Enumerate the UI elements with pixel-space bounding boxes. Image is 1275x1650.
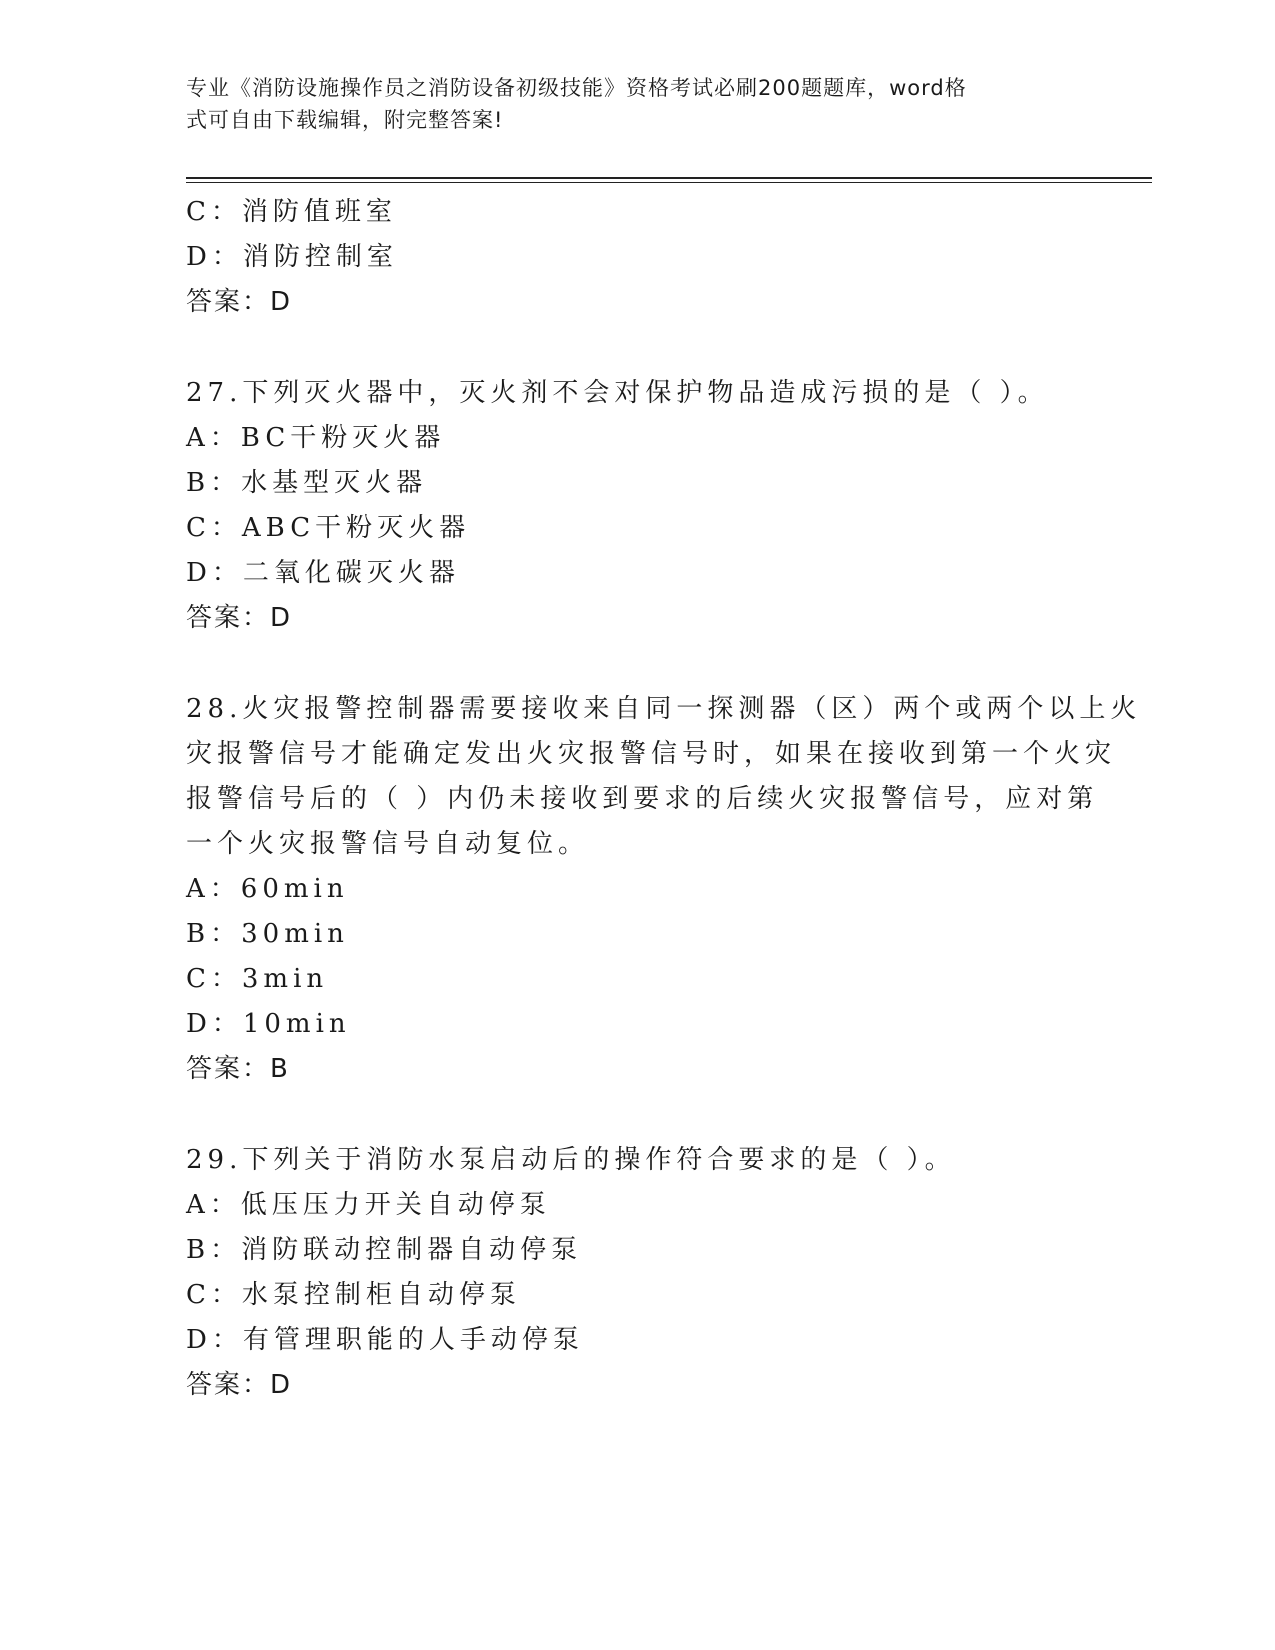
- question-27: [186, 371, 1086, 641]
- option-a: A：BC干粉灭火器: [186, 423, 446, 453]
- question-stem: 27.下列灭火器中，灭火剂不会对保护物品造成污损的是（ ）。: [186, 378, 1049, 408]
- option-b: B：水基型灭火器: [186, 468, 428, 498]
- answer: 答案：D: [186, 287, 293, 317]
- option-c: C：水泵控制柜自动停泵: [186, 1280, 521, 1310]
- question-stem-line-2: 灾报警信号才能确定发出火灾报警信号时，如果在接收到第一个火灾: [186, 739, 1117, 769]
- option-a: A：60min: [186, 874, 349, 904]
- question-content: [186, 190, 1142, 1408]
- option-b: B：30min: [186, 919, 349, 949]
- header-line-2: 式可自由下载编辑，附完整答案!: [186, 108, 504, 132]
- option-d: D：消防控制室: [186, 242, 398, 272]
- question-29: [186, 1138, 1086, 1408]
- question-stem-line-4: 一个火灾报警信号自动复位。: [186, 829, 590, 859]
- answer: 答案：D: [186, 1370, 293, 1400]
- header-divider-thick: [186, 177, 1152, 179]
- question-28: [186, 687, 1142, 1092]
- option-d: D：有管理职能的人手动停泵: [186, 1325, 584, 1355]
- option-d: D：10min: [186, 1009, 351, 1039]
- page-header: [186, 72, 1066, 136]
- option-c: C：消防值班室: [186, 197, 397, 227]
- option-b: B：消防联动控制器自动停泵: [186, 1235, 583, 1265]
- question-stem: 29.下列关于消防水泵启动后的操作符合要求的是（ ）。: [186, 1145, 956, 1175]
- option-c: C：ABC干粉灭火器: [186, 513, 471, 543]
- question-stem-line-1: 28.火灾报警控制器需要接收来自同一探测器（区）两个或两个以上火: [186, 694, 1142, 724]
- option-c: C：3min: [186, 964, 329, 994]
- answer: 答案：B: [186, 1054, 290, 1084]
- question-26: [186, 190, 1086, 325]
- header-divider-thin: [186, 182, 1152, 183]
- header-line-1: 专业《消防设施操作员之消防设备初级技能》资格考试必刷200题题库，word格: [186, 76, 967, 100]
- option-d: D：二氧化碳灭火器: [186, 558, 460, 588]
- answer: 答案：D: [186, 603, 293, 633]
- question-stem-line-3: 报警信号后的（ ）内仍未接收到要求的后续火灾报警信号，应对第: [186, 784, 1099, 814]
- option-a: A：低压压力开关自动停泵: [186, 1190, 551, 1220]
